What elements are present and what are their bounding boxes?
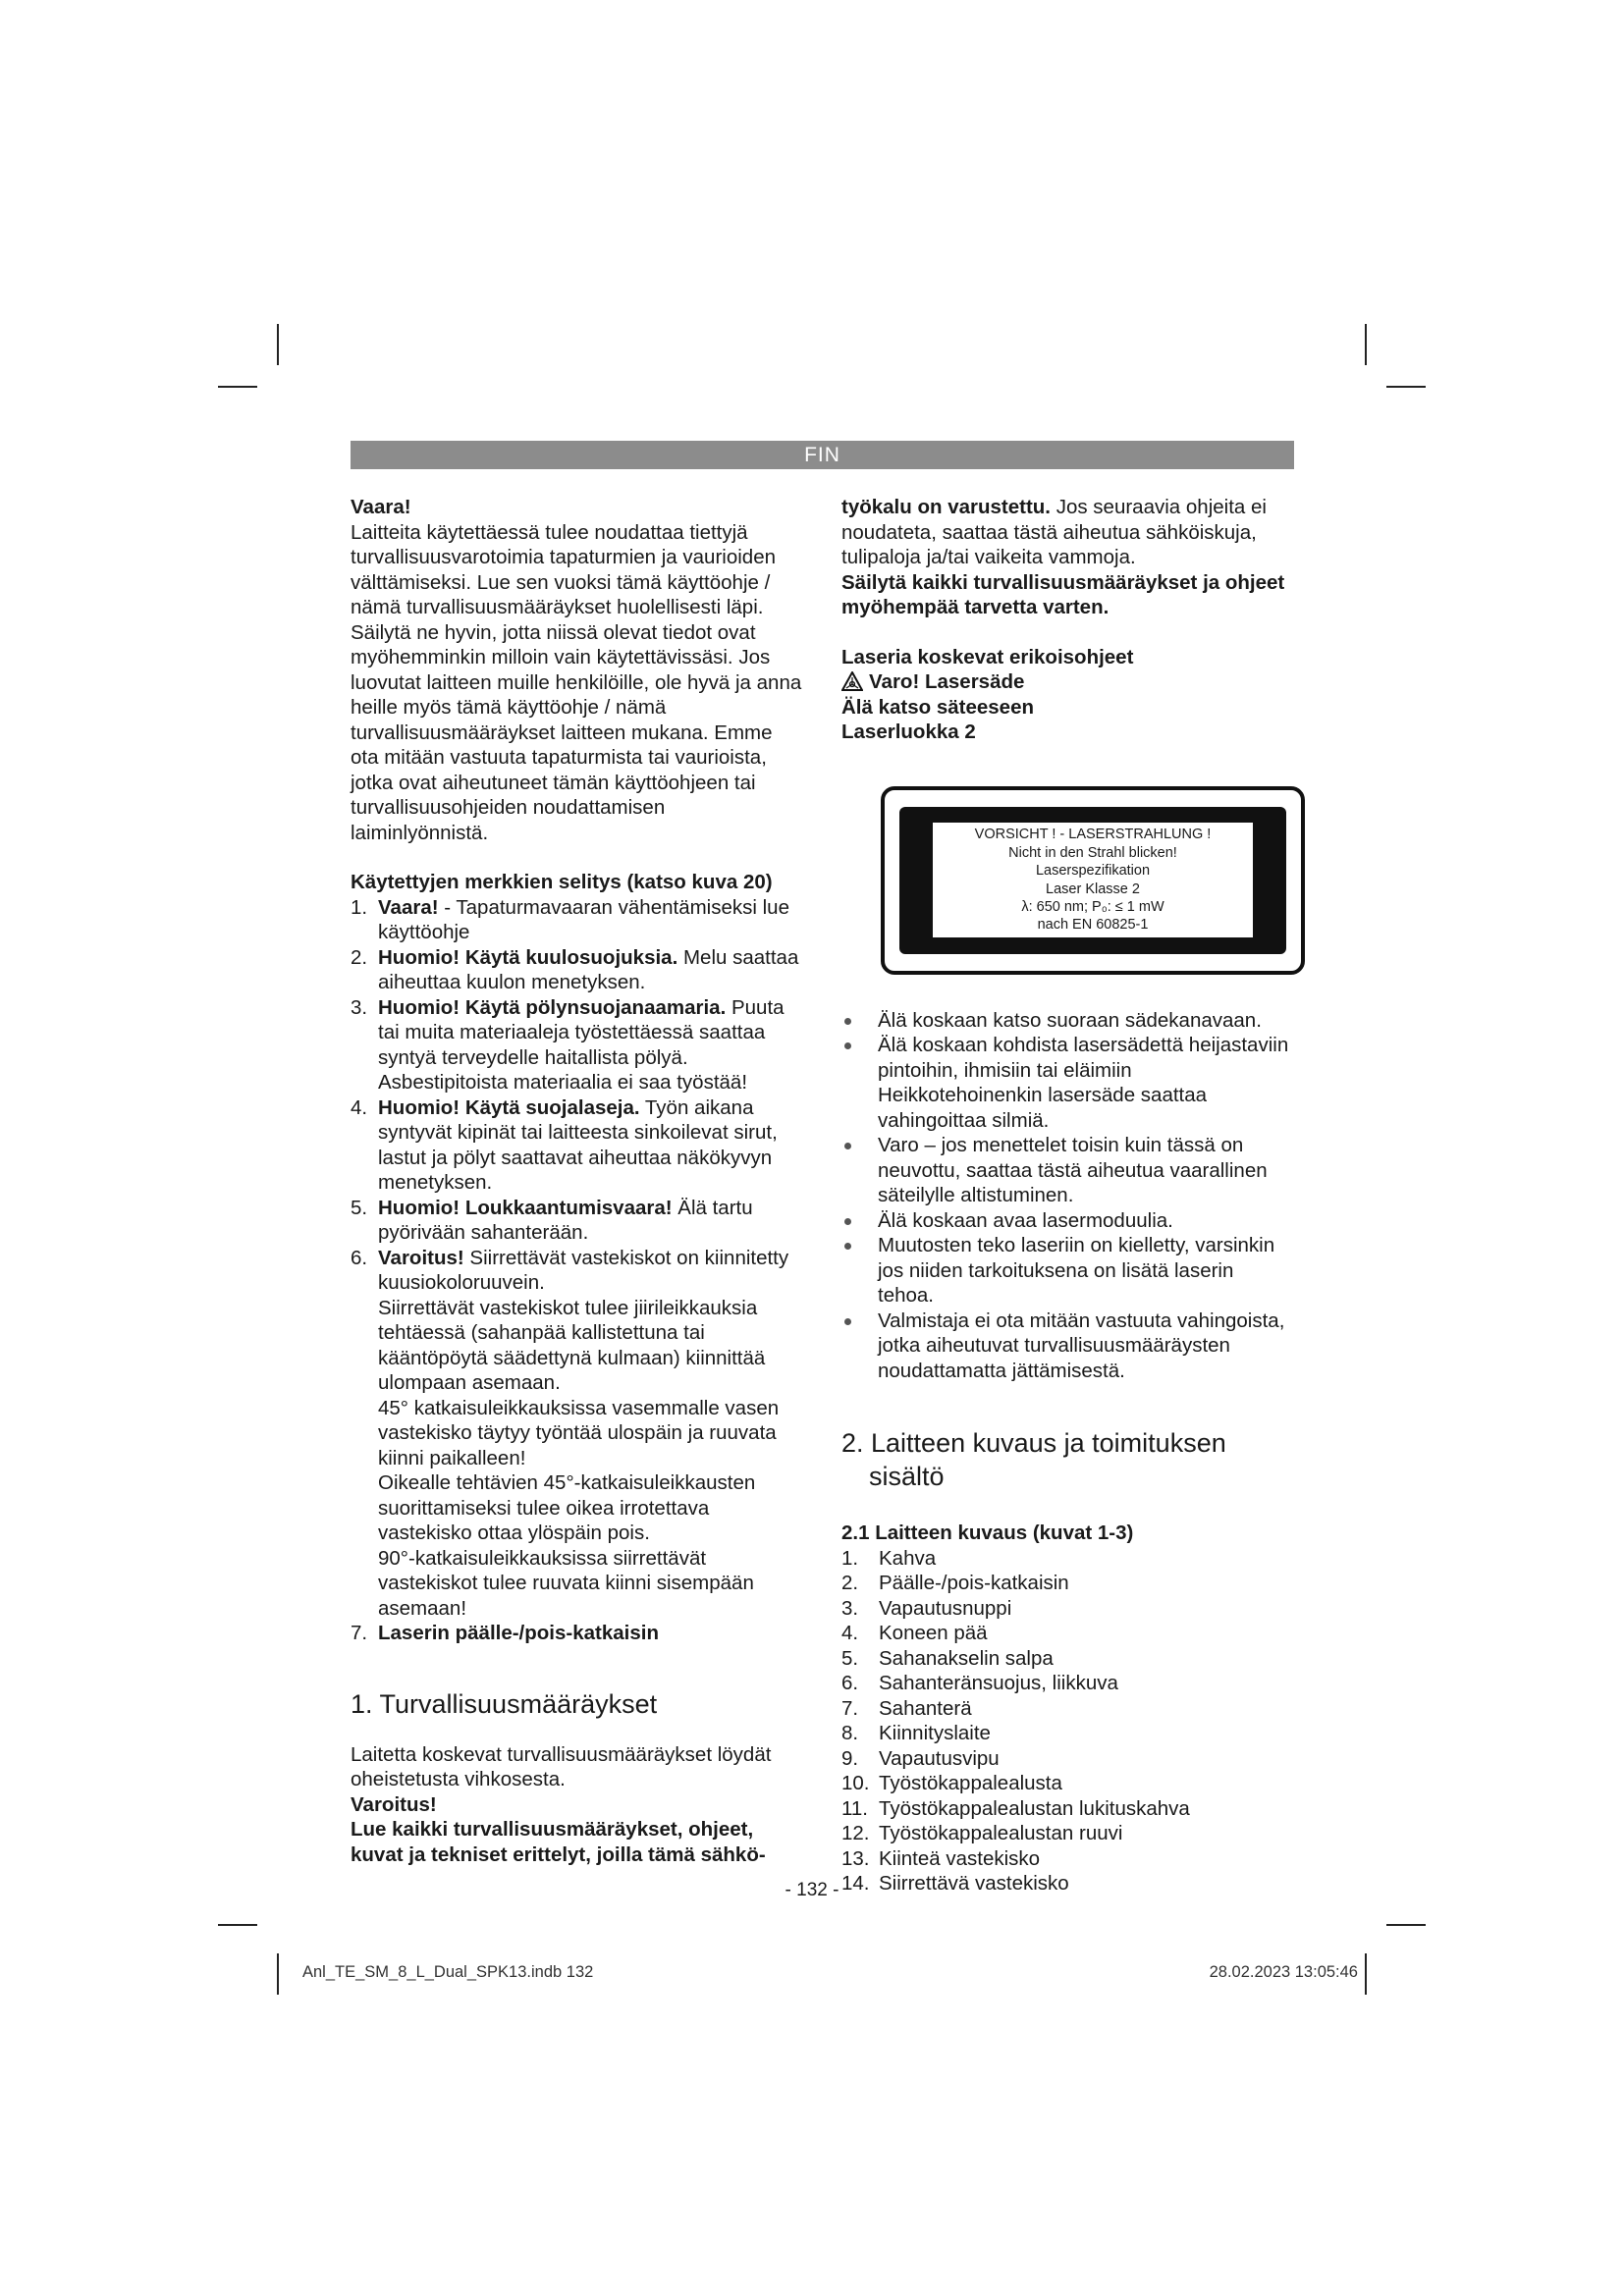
legend-extra: Oikealle tehtävien 45°-katkaisuleikkausten suorittamiseksi tulee oikea irrotettava vastekisko ottaa ylöspäin pois. (378, 1471, 756, 1544)
list-item: Valmistaja ei ota mitään vastuuta vahingoista, jotka aiheutuvat turvallisuusmääräysten noudattamatta jättämisestä. (841, 1308, 1295, 1384)
legend-item (351, 945, 804, 995)
keep-instructions: Säilytä kaikki turvallisuusmääräykset ja ohjeet myöhempää tarvetta varten. (841, 570, 1285, 618)
legend-item (351, 995, 804, 1095)
list-item: Varo – jos menettelet toisin kuin tässä on neuvottu, saattaa tästä aiheutua vaarallinen säteilylle altistuminen. (841, 1133, 1295, 1208)
crop-mark (1365, 1953, 1367, 1995)
legend-bold: Laserin päälle-/pois-katkaisin (378, 1622, 659, 1644)
legend-number: 6. (351, 1246, 368, 1269)
section-1-heading: 1. Turvallisuusmääräykset (351, 1688, 658, 1719)
laser-warning-label (881, 786, 1305, 975)
language-header: FIN (351, 441, 1294, 469)
legend-number: 7. (351, 1622, 368, 1644)
print-timestamp: 28.02.2023 13:05:46 (1209, 1963, 1358, 1981)
part-name: Vapautusnuppi (879, 1596, 1012, 1620)
laser-warning (841, 669, 1295, 695)
part-number: 7. (841, 1696, 859, 1720)
part-name: Sahanakselin salpa (879, 1646, 1054, 1670)
list-item: Älä koskaan kohdista lasersädettä heijastaviin pintoihin, ihmisiin tai eläimiin Heikkotehoinenkin lasersäde saattaa vahingoittaa silmiä. (841, 1033, 1295, 1133)
part-name: Työstökappalealusta (879, 1772, 1062, 1794)
legend-item (351, 1621, 804, 1646)
part-number: 9. (841, 1746, 859, 1770)
part-number: 3. (841, 1596, 859, 1620)
legend-text: Puuta tai muita materiaaleja työstettäessä saattaa syntyä terveydelle haitallista pölyä. Asbestipitoista materiaalia ei saa työstää! (378, 995, 785, 1094)
danger-text: Laitteita käytettäessä tulee noudattaa tiettyjä turvallisuusvarotoimia tapaturmien ja vaurioiden välttämiseksi. Lue sen vuoksi tämä käyttöohje / nämä turvallisuusmääräykset huolellisesti läpi. Säilytä ne hyvin, jotta niissä olevat tiedot ovat myöhemminkin milloin vain käytettävissäsi. Jos luovutat laitteen muille henkilöille, ole hyvä ja anna heille myös tämä käyttöohje / nämä turvallisuusmääräykset laitteen mukana. Emme ota mitään vastuuta tapaturmista tai vaurioista, jotka ovat aiheutuneet tämän käyttöohjeen tai turvallisuusohjeiden noudattamisen laiminlyönnistä. (351, 520, 802, 844)
spacer (351, 845, 804, 870)
print-file-name: Anl_TE_SM_8_L_Dual_SPK13.indb 132 (302, 1963, 594, 1981)
legend-number: 2. (351, 945, 368, 969)
list-item (841, 1821, 1295, 1846)
section-2-heading-line2: sisältö (869, 1462, 945, 1491)
parts-list (841, 1546, 1295, 1896)
part-number: 2. (841, 1572, 859, 1594)
legend-text: - Tapaturmavaaran vähentämiseksi lue käyttöohje (378, 895, 789, 943)
spacer (351, 1721, 804, 1742)
warning-continued-bold: työkalu on varustettu. (841, 496, 1052, 518)
part-number: 8. (841, 1722, 859, 1744)
crop-mark (218, 386, 257, 388)
part-number: 5. (841, 1646, 859, 1670)
spacer (351, 1646, 804, 1687)
label-line: VORSICHT ! - LASERSTRAHLUNG ! (974, 827, 1212, 843)
list-item (841, 1846, 1295, 1872)
subsection-2-1-title: 2.1 Laitteen kuvaus (kuvat 1-3) (841, 1522, 1134, 1544)
right-column (841, 495, 1295, 1896)
part-name: Kiinnityslaite (879, 1722, 991, 1744)
legend-extra: 45° katkaisuleikkauksissa vasemmalle vasen vastekisko täytyy työntää ulospäin ja ruuvata kiinni paikalleen! (378, 1396, 780, 1469)
list-item (841, 1546, 1295, 1572)
legend-bold: Huomio! Loukkaantumisvaara! (378, 1196, 673, 1219)
legend-bold: Huomio! Käytä pölynsuojanaamaria. (378, 995, 727, 1019)
legend-item (351, 1196, 804, 1246)
laser-class: Laserluokka 2 (841, 721, 976, 743)
part-name: Kahva (879, 1546, 937, 1570)
list-item (841, 1721, 1295, 1746)
list-item (841, 1771, 1295, 1796)
list-item (841, 1796, 1295, 1822)
label-line: Nicht in den Strahl blicken! (1008, 844, 1177, 861)
section-2-heading-line1: 2. Laitteen kuvaus ja toimituksen (841, 1428, 1226, 1458)
section-1-text: Laitetta koskevat turvallisuusmääräykset löydät oheistetusta vihkosesta. (351, 1742, 772, 1790)
list-item: Muutosten teko laseriin on kielletty, varsinkin jos niiden tarkoituksena on lisätä laserin tehoa. (841, 1233, 1295, 1308)
part-number: 10. (841, 1772, 870, 1794)
legend-extra: Siirrettävät vastekiskot tulee jiirileikkauksia tehtäessä (sahanpää kallistettuna tai kääntöpöytä säädettynä kulmaan) kiinnittää ulompaan asemaan. (378, 1296, 766, 1394)
part-name: Koneen pää (879, 1622, 988, 1644)
laser-label-frame (899, 807, 1286, 954)
legend-title: Käytettyjen merkkien selitys (katso kuva 20) (351, 871, 773, 893)
warning-title: Varoitus! (351, 1792, 437, 1816)
laser-bullet-list (841, 1008, 1295, 1384)
legend-bold: Varoitus! (378, 1246, 464, 1269)
part-number: 13. (841, 1846, 870, 1870)
part-name: Siirrettävä vastekisko (879, 1872, 1069, 1895)
list-item (841, 1621, 1295, 1646)
warning-continued (841, 495, 1295, 570)
left-column (351, 495, 804, 1867)
part-number: 4. (841, 1622, 859, 1644)
legend-bold: Huomio! Käytä suojalaseja. (378, 1095, 640, 1119)
spacer (841, 975, 1295, 1008)
part-name: Vapautusvipu (879, 1746, 1000, 1770)
crop-mark (277, 324, 279, 365)
crop-mark (1365, 324, 1367, 365)
legend-text: Työn aikana syntyvät kipinät tai laitteesta sinkoilevat sirut, lastut ja pölyt saattavat aiheuttaa näkökyvyn menetyksen. (378, 1095, 778, 1194)
crop-mark (277, 1953, 279, 1995)
part-number: 12. (841, 1822, 870, 1844)
list-item (841, 1671, 1295, 1696)
legend-extra: 90°-katkaisuleikkauksissa siirrettävät vastekiskot tulee ruuvata kiinni sisempään asemaan! (378, 1546, 754, 1620)
part-name: Työstökappalealustan lukituskahva (879, 1796, 1190, 1820)
list-item: Älä koskaan avaa lasermoduulia. (841, 1208, 1295, 1234)
part-number: 11. (841, 1796, 868, 1820)
part-name: Sahanterä (879, 1696, 972, 1720)
list-item (841, 1746, 1295, 1772)
legend-text: Älä tartu pyörivään sahanterään. (378, 1196, 753, 1244)
section-2-heading (841, 1426, 1295, 1493)
warning-text: Lue kaikki turvallisuusmääräykset, ohjeet, kuvat ja tekniset erittelyt, joilla tämä sähkö- (351, 1818, 766, 1866)
label-line: Laserspezifikation (1035, 863, 1151, 880)
crop-mark (218, 1924, 257, 1926)
symbol-legend-list (351, 895, 804, 1646)
legend-bold: Huomio! Käytä kuulosuojuksia. (378, 945, 678, 969)
part-name: Työstökappalealustan ruuvi (879, 1822, 1123, 1844)
spacer (841, 1383, 1295, 1426)
legend-bold: Vaara! (378, 895, 439, 919)
legend-text: Melu saattaa aiheuttaa kuulon menetyksen. (378, 945, 799, 993)
part-number: 6. (841, 1672, 859, 1694)
label-line: nach EN 60825-1 (1037, 917, 1149, 934)
part-name: Päälle-/pois-katkaisin (879, 1572, 1069, 1594)
laser-label-text-box (933, 823, 1253, 936)
laser-do-not-look: Älä katso säteeseen (841, 695, 1035, 719)
list-item (841, 1696, 1295, 1722)
legend-item (351, 1246, 804, 1622)
list-item (841, 1571, 1295, 1596)
page-number: - 132 - (785, 1880, 839, 1900)
list-item: Älä koskaan katso suoraan sädekanavaan. (841, 1008, 1295, 1034)
legend-number: 4. (351, 1095, 368, 1119)
warning-triangle-icon (841, 671, 863, 691)
laser-section-title: Laseria koskevat erikoisohjeet (841, 645, 1134, 668)
legend-item (351, 1095, 804, 1196)
warning-continued-text: Jos seuraavia ohjeita ei noudateta, saattaa tästä aiheutua sähköiskuja, tulipaloja ja/tai vaikeita vammoja. (841, 496, 1267, 568)
danger-title: Vaara! (351, 496, 411, 518)
legend-number: 3. (351, 995, 368, 1019)
list-item (841, 1596, 1295, 1622)
crop-mark (1386, 1924, 1426, 1926)
part-number: 1. (841, 1546, 859, 1570)
part-number: 14. (841, 1872, 870, 1895)
spacer (841, 620, 1295, 645)
laser-warning-text: Varo! Lasersäde (869, 670, 1025, 693)
part-name: Sahanteränsuojus, liikkuva (879, 1672, 1118, 1694)
legend-text: Siirrettävät vastekiskot on kiinnitetty kuusiokoloruuvein. (378, 1246, 789, 1294)
legend-number: 1. (351, 895, 368, 919)
list-item (841, 1646, 1295, 1672)
label-line: λ: 650 nm; P₀: ≤ 1 mW (1021, 898, 1164, 915)
legend-item (351, 895, 804, 945)
part-name: Kiinteä vastekisko (879, 1846, 1041, 1870)
spacer (841, 1493, 1295, 1521)
legend-number: 5. (351, 1196, 368, 1219)
crop-mark (1386, 386, 1426, 388)
label-line: Laser Klasse 2 (1046, 881, 1140, 897)
